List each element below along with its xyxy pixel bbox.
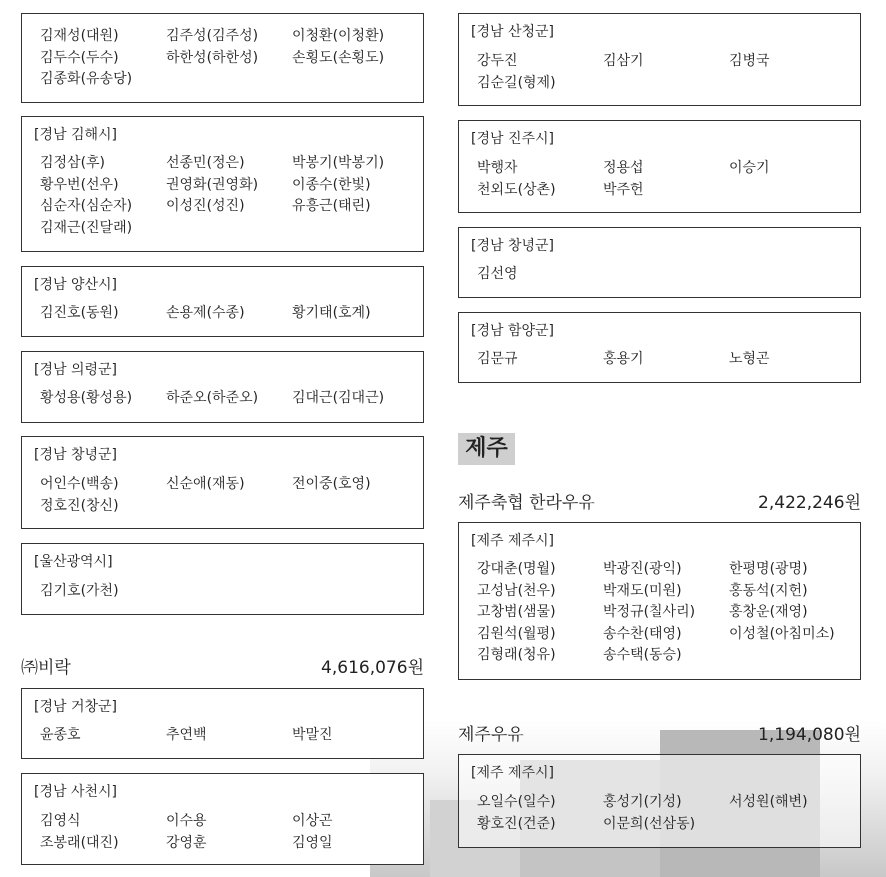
name-item: 강영훈 [166, 834, 207, 851]
name-item: 김원석(월평) [477, 625, 556, 642]
name-item: 김형래(청유) [477, 647, 556, 663]
name-item: 이성철(아침미소) [729, 625, 835, 642]
name-list [40, 303, 420, 325]
name-list [477, 559, 857, 667]
region-label: [경남 의령군] [34, 362, 117, 378]
name-item: 홍성기(기성) [603, 794, 682, 810]
name-item: 박주헌 [603, 181, 644, 198]
name-item: 박광진(광익) [603, 561, 682, 577]
name-item: 이성진(성진) [166, 198, 245, 214]
region-box [21, 116, 424, 252]
name-item: 이문희(선삼동) [603, 815, 696, 832]
region-box [21, 351, 424, 423]
region-label: [제주 제주시] [471, 765, 554, 781]
name-item: 박말진 [292, 727, 333, 743]
region-label: [경남 창녕군] [34, 447, 117, 463]
name-list [477, 349, 857, 371]
region-label: [경남 산청군] [471, 24, 554, 40]
name-item: 정호진(창신) [40, 497, 119, 514]
name-item: 한평명(광명) [729, 561, 808, 577]
name-item: 천외도(상촌) [477, 181, 556, 198]
region-label: [경남 양산시] [34, 277, 117, 293]
name-item: 추연백 [166, 727, 207, 743]
region-label: [경남 거창군] [34, 699, 117, 715]
section-title: 제주 [458, 433, 515, 465]
name-item: 김정삼(후) [40, 155, 106, 171]
region-box [21, 543, 424, 615]
name-item: 손횡도(손횡도) [292, 49, 385, 66]
company-name: 제주우유 [458, 725, 524, 745]
name-list [40, 581, 420, 603]
name-item: 김두수(두수) [40, 49, 119, 66]
company-amount: 2,422,246원 [758, 493, 861, 513]
region-label: [울산광역시] [34, 554, 113, 570]
name-list [40, 26, 420, 91]
name-item: 이상곤 [292, 813, 333, 829]
region-box [21, 688, 424, 759]
name-item: 조봉래(대진) [40, 834, 119, 851]
name-item: 송수택(동승) [603, 647, 682, 663]
name-item: 고창범(샘물) [477, 604, 556, 620]
company-name: ㈜비락 [21, 658, 71, 678]
name-item: 김영식 [40, 813, 81, 829]
name-item: 정용섭 [603, 160, 644, 176]
name-item: 홍창운(재영) [729, 604, 808, 620]
region-box [21, 13, 424, 103]
region-label: [경남 김해시] [34, 127, 117, 143]
name-item: 이수용 [166, 813, 207, 829]
name-list [40, 811, 420, 854]
region-label: [경남 진주시] [471, 131, 554, 147]
name-item: 김문규 [477, 351, 518, 367]
name-list [477, 792, 857, 835]
region-box [21, 436, 424, 529]
name-item: 손용제(수종) [166, 305, 245, 321]
region-label: [경남 사천시] [34, 784, 117, 800]
name-item: 박행자 [477, 160, 518, 176]
company-header [458, 488, 861, 512]
name-item: 선종민(정은) [166, 155, 245, 171]
name-item: 박봉기(박봉기) [292, 155, 385, 171]
name-item: 김선영 [477, 266, 518, 282]
name-item: 이종수(한빛) [292, 176, 371, 193]
region-label: [제주 제주시] [471, 533, 554, 549]
company-header [458, 720, 861, 744]
company-amount: 4,616,076원 [321, 658, 424, 678]
name-list [40, 474, 420, 517]
name-item: 송수찬(태영) [603, 625, 682, 642]
region-box [458, 754, 861, 848]
name-item: 어인수(백송) [40, 476, 119, 492]
name-item: 박재도(미원) [603, 582, 682, 599]
name-item: 홍용기 [603, 351, 644, 367]
company-header [21, 653, 424, 677]
region-label: [경남 함양군] [471, 323, 554, 339]
name-item: 노형곤 [729, 351, 770, 367]
name-item: 김종화(유송당) [40, 71, 133, 87]
name-item: 박정규(칠사리) [603, 604, 696, 620]
name-item: 황호진(건준) [477, 815, 556, 832]
name-item: 하한성(하한성) [166, 49, 259, 66]
name-item: 강두진 [477, 53, 518, 69]
name-item: 윤종호 [40, 727, 81, 743]
name-item: 김주성(김주성) [166, 28, 259, 44]
name-item: 황우번(선우) [40, 176, 119, 193]
region-box [458, 227, 861, 298]
name-item: 김진호(동원) [40, 305, 119, 321]
region-box [458, 522, 861, 680]
region-box [458, 13, 861, 106]
name-list [40, 388, 420, 410]
name-item: 강대춘(명월) [477, 561, 556, 577]
name-item: 전이중(호영) [292, 476, 371, 492]
name-list [477, 158, 857, 201]
name-item: 김재성(대원) [40, 28, 119, 44]
name-item: 서성원(해변) [729, 794, 808, 810]
name-list [40, 725, 420, 747]
name-list [40, 153, 420, 239]
name-item: 이청환(이청환) [292, 28, 385, 44]
name-item: 김대근(김대근) [292, 390, 385, 406]
name-item: 김재근(진달래) [40, 219, 133, 236]
region-box [458, 312, 861, 383]
name-item: 김병국 [729, 53, 770, 69]
name-item: 하준오(하준오) [166, 390, 259, 406]
name-item: 김순길(형제) [477, 74, 556, 91]
region-label: [경남 창녕군] [471, 238, 554, 254]
name-item: 황성용(황성용) [40, 390, 133, 406]
region-box [21, 773, 424, 865]
name-list [477, 264, 857, 286]
name-item: 홍동석(지헌) [729, 582, 808, 599]
name-item: 김기호(가천) [40, 583, 119, 599]
region-box [21, 266, 424, 337]
name-item: 고성남(천우) [477, 582, 556, 599]
name-item: 오일수(일수) [477, 794, 556, 810]
name-item: 심순자(심순자) [40, 198, 133, 214]
region-box [458, 120, 861, 213]
name-item: 황기태(호계) [292, 305, 371, 321]
name-item: 신순애(재동) [166, 476, 245, 492]
name-list [477, 51, 857, 94]
name-item: 권영화(권영화) [166, 176, 259, 193]
name-item: 유흥근(태린) [292, 198, 371, 214]
name-item: 김삼기 [603, 53, 644, 69]
company-amount: 1,194,080원 [758, 725, 861, 745]
name-item: 김영일 [292, 834, 333, 851]
name-item: 이승기 [729, 160, 770, 176]
company-name: 제주축협 한라우유 [458, 493, 595, 513]
